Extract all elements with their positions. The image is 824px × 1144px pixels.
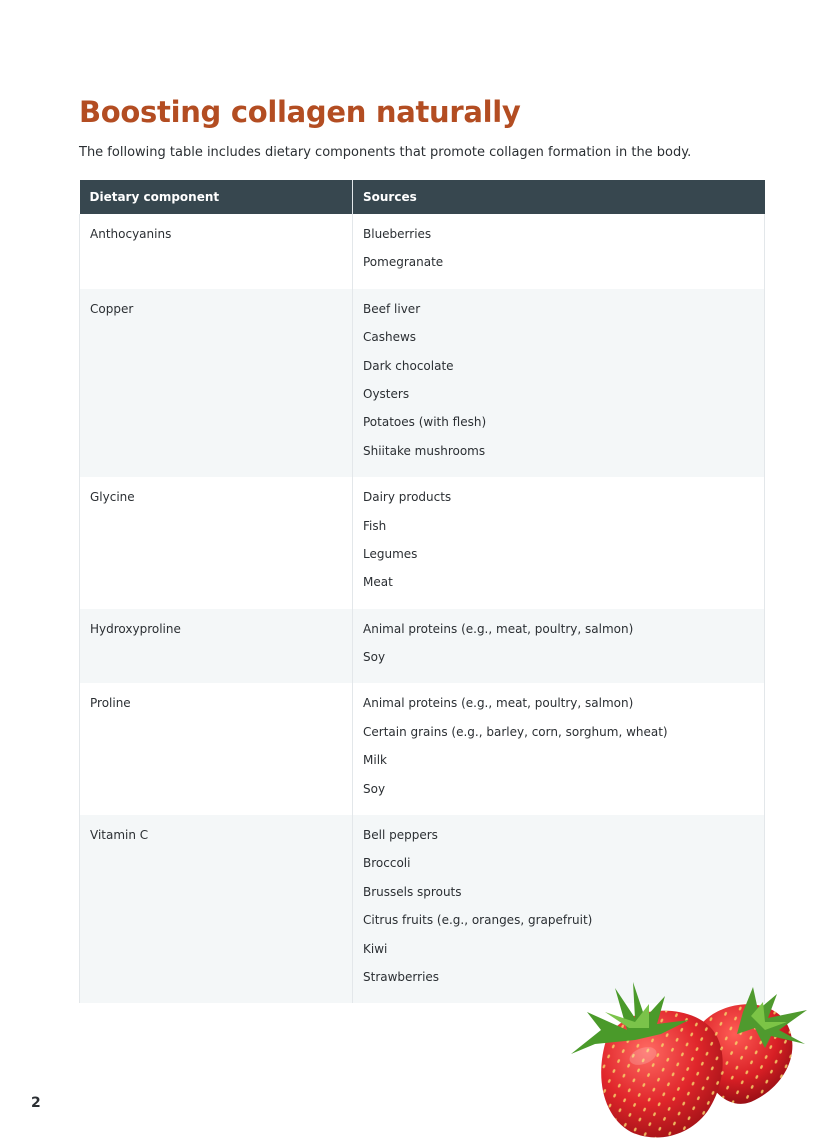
source-item: Dairy products [363, 490, 452, 505]
component-name: Proline [90, 696, 131, 711]
source-item: Bell peppers [363, 828, 438, 843]
source-item: Broccoli [363, 856, 411, 871]
intro-text: The following table includes dietary components that promote collagen formation in the body. [79, 145, 692, 160]
table-row [80, 214, 765, 289]
sources-cell [353, 289, 765, 477]
source-item: Citrus fruits (e.g., oranges, grapefruit) [363, 913, 593, 928]
component-cell [80, 477, 353, 609]
component-cell [80, 815, 353, 1003]
source-item: Dark chocolate [363, 358, 454, 373]
sources-list [363, 683, 754, 815]
sources-cell [353, 214, 765, 289]
component-cell [80, 289, 353, 477]
sources-cell [353, 609, 765, 684]
sources-list [363, 289, 754, 477]
page-number: 2 [31, 1095, 41, 1111]
collagen-table [79, 180, 765, 1003]
source-item: Milk [363, 753, 387, 768]
sources-list [363, 609, 754, 684]
source-item: Certain grains (e.g., barley, corn, sorghum, wheat) [363, 724, 668, 739]
header-sources: Sources [353, 180, 765, 214]
table-row [80, 289, 765, 477]
sources-cell [353, 683, 765, 815]
source-item: Meat [363, 575, 393, 590]
source-item: Kiwi [363, 941, 388, 956]
source-item: Animal proteins (e.g., meat, poultry, salmon) [363, 696, 634, 711]
source-item: Blueberries [363, 227, 432, 241]
page-title: Boosting collagen naturally [79, 95, 521, 129]
table-row [80, 477, 765, 609]
source-item: Potatoes (with flesh) [363, 415, 487, 430]
table-body [80, 214, 765, 1003]
source-item: Shiitake mushrooms [363, 443, 486, 458]
header-dietary-component: Dietary component [80, 180, 353, 214]
table-row [80, 683, 765, 815]
source-item: Cashews [363, 330, 417, 345]
component-cell [80, 609, 353, 684]
sources-list [363, 815, 754, 1003]
sources-list [363, 477, 754, 609]
source-item: Strawberries [363, 969, 440, 984]
component-name: Glycine [90, 490, 135, 505]
source-item: Fish [363, 518, 387, 533]
strawberries-image [565, 982, 817, 1144]
table-row [80, 815, 765, 1003]
source-item: Oysters [363, 386, 410, 401]
table-row [80, 609, 765, 684]
component-cell [80, 214, 353, 289]
component-name: Hydroxyproline [90, 621, 181, 636]
source-item: Animal proteins (e.g., meat, poultry, salmon) [363, 621, 634, 636]
table-header-row [80, 180, 765, 214]
sources-cell [353, 477, 765, 609]
source-item: Soy [363, 650, 386, 665]
source-item: Brussels sprouts [363, 884, 462, 899]
sources-list [363, 214, 754, 289]
source-item: Pomegranate [363, 255, 444, 270]
component-name: Copper [90, 301, 134, 316]
component-name: Anthocyanins [90, 227, 172, 241]
component-name: Vitamin C [90, 828, 149, 843]
source-item: Legumes [363, 546, 418, 561]
sources-cell [353, 815, 765, 1003]
source-item: Soy [363, 781, 386, 796]
component-cell [80, 683, 353, 815]
source-item: Beef liver [363, 301, 421, 316]
